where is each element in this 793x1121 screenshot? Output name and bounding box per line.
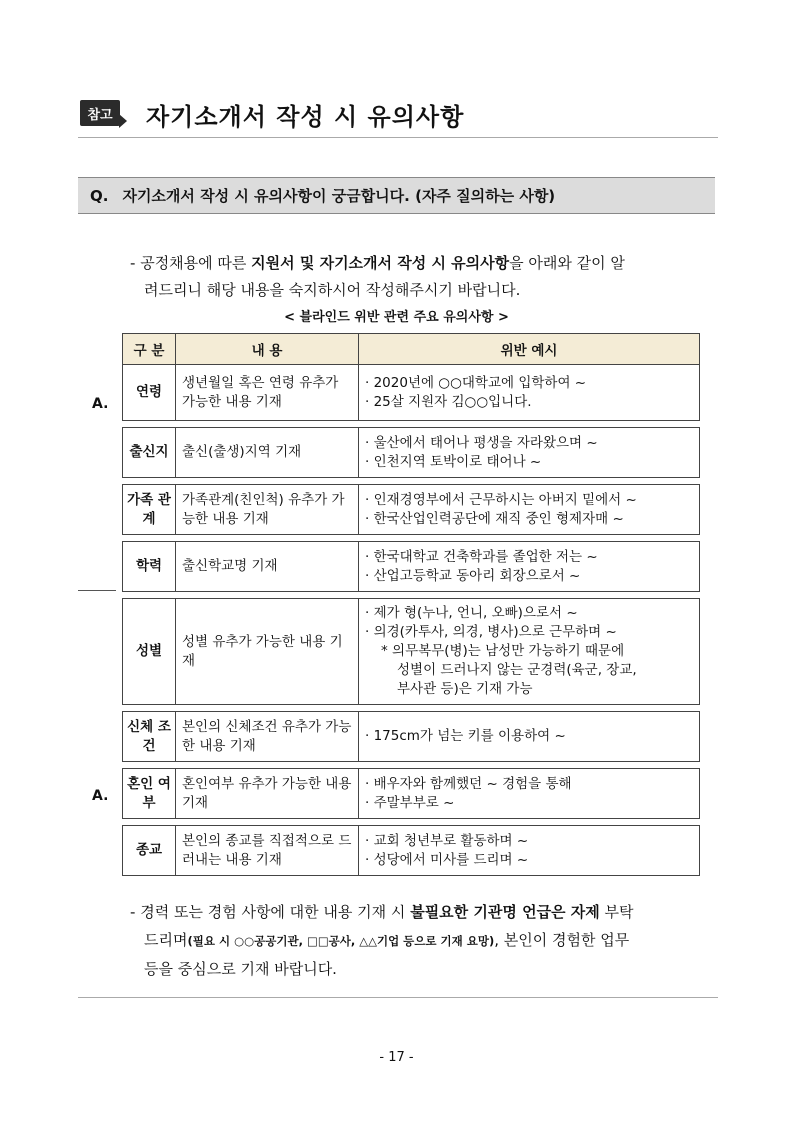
row-content: 성별 유추가 가능한 내용 기재 — [176, 599, 359, 705]
row-content: 혼인여부 유추가 가능한 내용 기재 — [176, 769, 359, 819]
example-item: · 주말부부로 ~ — [365, 794, 455, 811]
row-category: 혼인 여부 — [123, 769, 176, 819]
example-item: · 의경(카투사, 의경, 병사)으로 근무하며 ~ — [365, 624, 617, 640]
row-examples — [359, 769, 700, 819]
example-note-cont: 부사관 등)은 기재 가능 — [397, 681, 533, 697]
example-item: · 인천지역 토박이로 태어나 ~ — [365, 453, 542, 470]
row-examples — [359, 826, 700, 876]
question-bar — [78, 177, 715, 214]
example-item: · 한국대학교 건축학과를 졸업한 저는 ~ — [365, 548, 598, 565]
question-text: 자기소개서 작성 시 유의사항이 궁금합니다. (자주 질의하는 사항) — [122, 187, 556, 205]
example-item: · 인재경영부에서 근무하시는 아버지 밑에서 ~ — [365, 491, 637, 508]
row-category: 종교 — [123, 826, 176, 876]
table-caption: < 블라인드 위반 관련 주요 유의사항 > — [284, 310, 509, 325]
example-item: · 교회 청년부로 활동하며 ~ — [365, 832, 529, 849]
row-content: 출신(출생)지역 기재 — [176, 428, 359, 478]
outro-text-bold: 불필요한 기관명 언급은 자제 — [410, 903, 600, 921]
row-category: 가족 관계 — [123, 485, 176, 535]
row-gap — [123, 592, 700, 599]
example-item: · 25살 지원자 김○○입니다. — [365, 393, 532, 410]
header-content: 내 용 — [176, 334, 359, 365]
answer-mark-2: A. — [92, 788, 109, 804]
outro-line2-small: (필요 시 ○○공공기관, □□공사, △△기업 등으로 기재 요망) — [187, 934, 495, 948]
row-gap — [123, 535, 700, 542]
intro-text-post: 을 아래와 같이 알 — [509, 254, 625, 272]
question-label: Q. — [90, 186, 109, 205]
example-item: · 산업고등학교 동아리 회장으로서 ~ — [365, 567, 581, 584]
side-divider — [78, 590, 116, 591]
intro-line-2: 려드리니 해당 내용을 숙지하시어 작성해주시기 바랍니다. — [144, 281, 521, 299]
table-row — [123, 599, 700, 705]
outro-text-post: 부탁 — [599, 903, 634, 921]
intro-text-pre: 공정채용에 따른 — [140, 254, 252, 272]
title-divider — [78, 137, 718, 138]
row-content: 가족관계(친인척) 유추가 가능한 내용 기재 — [176, 485, 359, 535]
reference-badge: 참고 — [80, 100, 120, 126]
badge-arrow-icon — [119, 114, 127, 128]
bottom-divider — [78, 997, 718, 998]
example-item: · 2020년에 ○○대학교에 입학하여 ~ — [365, 374, 587, 391]
outro-line-2 — [130, 926, 714, 955]
outro-paragraph — [130, 898, 714, 983]
row-gap — [123, 705, 700, 712]
outro-line-3: 등을 중심으로 기재 바랍니다. — [144, 960, 337, 978]
example-note-cont: 성별이 드러나지 않는 군경력(육군, 장교, — [397, 662, 637, 678]
row-gap — [123, 819, 700, 826]
example-item: · 울산에서 태어나 평생을 자라왔으며 ~ — [365, 434, 598, 451]
row-examples — [359, 542, 700, 592]
example-item: · 배우자와 함께했던 ~ 경험을 통해 — [365, 775, 572, 792]
example-item: · 성당에서 미사를 드리며 ~ — [365, 851, 529, 868]
row-category: 신체 조건 — [123, 712, 176, 762]
example-item: · 제가 형(누나, 언니, 오빠)으로서 ~ — [365, 605, 578, 621]
table-row — [123, 365, 700, 421]
blind-rules-table — [122, 333, 700, 876]
intro-bullet: - — [130, 254, 136, 272]
outro-bullet: - — [130, 903, 136, 921]
row-examples — [359, 599, 700, 705]
example-item: · 한국산업인력공단에 재직 중인 형제자매 ~ — [365, 510, 624, 527]
row-category: 연령 — [123, 365, 176, 421]
outro-line2-post: , 본인이 경험한 업무 — [494, 931, 630, 949]
row-gap — [123, 421, 700, 428]
row-examples — [359, 365, 700, 421]
table-row — [123, 712, 700, 762]
row-content: 본인의 신체조건 유추가 가능한 내용 기재 — [176, 712, 359, 762]
table-row — [123, 485, 700, 535]
page-title: 자기소개서 작성 시 유의사항 — [146, 103, 465, 131]
row-gap — [123, 478, 700, 485]
row-content: 생년월일 혹은 연령 유추가 가능한 내용 기재 — [176, 365, 359, 421]
answer-mark-1: A. — [92, 396, 109, 412]
row-gap — [123, 762, 700, 769]
row-examples — [359, 485, 700, 535]
row-category: 성별 — [123, 599, 176, 705]
table-row — [123, 826, 700, 876]
row-category: 출신지 — [123, 428, 176, 478]
intro-text-bold: 지원서 및 자기소개서 작성 시 유의사항 — [251, 254, 510, 272]
row-category: 학력 — [123, 542, 176, 592]
page-number: - 17 - — [379, 1050, 414, 1065]
header-examples: 위반 예시 — [359, 334, 700, 365]
table-header-row — [123, 334, 700, 365]
header-category: 구 분 — [123, 334, 176, 365]
outro-line2-pre: 드리며 — [144, 931, 188, 949]
row-content: 본인의 종교를 직접적으로 드러내는 내용 기재 — [176, 826, 359, 876]
table-row — [123, 542, 700, 592]
row-examples — [359, 428, 700, 478]
outro-text-pre: 경력 또는 경험 사항에 대한 내용 기재 시 — [140, 903, 411, 921]
table-row — [123, 769, 700, 819]
example-item: · 175cm가 넘는 키를 이용하여 ~ — [365, 728, 566, 744]
intro-paragraph — [130, 250, 710, 304]
row-examples — [359, 712, 700, 762]
table-row — [123, 428, 700, 478]
row-content: 출신학교명 기재 — [176, 542, 359, 592]
example-note: * 의무복무(병)는 남성만 가능하기 때문에 — [381, 643, 625, 659]
